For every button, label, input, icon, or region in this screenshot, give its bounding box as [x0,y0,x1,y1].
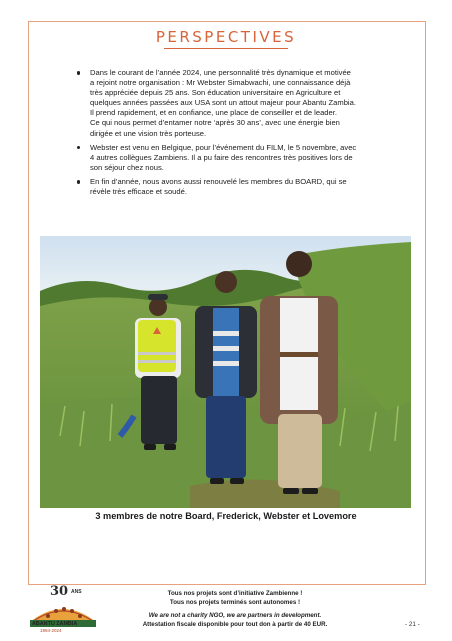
footer-line-autonomous: Tous nos projets terminés sont autonomes ! [169,599,301,606]
page-number: - 21 - [405,621,420,628]
footer-line-partners: We are not a charity NGO, we are partners in development. [148,612,322,619]
bullet-line: 4 autres collègues Zambiens. Il a pu faire des rencontres très positives lors de [90,152,353,162]
page-title: PERSPECTIVES [155,28,297,46]
bullet-line: quelques années passées aux USA sont un attout majeur pour Abantu Zambia. [90,98,356,108]
bullet-item-new-member [77,68,407,139]
bullet-dot-icon [77,180,80,183]
field-scene [40,236,411,508]
bullet-line: Webster est venu en Belgique, pour l’événement du FILM, le 5 novembre, avec [90,142,357,152]
logo-ans: ANS [71,589,82,595]
bullet-line: En fin d’année, nous avons aussi renouvelé les membres du BOARD, qui se [90,176,347,186]
photo-caption: 3 membres de notre Board, Frederick, Webster et Lovemore [95,511,357,521]
bullet-line: Dans le courant de l’année 2024, une personnalité très dynamique et motivée [90,68,351,77]
bullet-line: a rejoint notre organisation : Mr Webster Simabwachi, une connaissance déjà [90,78,351,88]
logo-number: 30 [50,584,69,599]
bullet-line: Ce qui nous permet d’entamer notre ‘après 30 ans’, avec une énergie bien [90,118,340,128]
bullet-line: Il prend rapidement, et en confiance, une place de conseiller et de leader. [90,108,337,118]
bullet-line: dirigée et une vision très porteuse. [90,128,207,138]
bullet-dot-icon [77,146,80,149]
bullet-item-board [77,177,407,197]
bullet-line: son séjour chez nous. [90,162,164,172]
abantu-zambia-logo [24,584,102,636]
bullet-dot-icon [77,71,80,74]
footer-notes [100,589,370,629]
bullet-line: très appréciée depuis 25 ans. Son éducation universitaire en Agriculture et [90,88,341,98]
footer-line-tax-certificate: Attestation fiscale disponible pour tout don à partir de 40 EUR. [142,621,328,628]
board-members-photo [40,236,411,508]
bullet-line: révèle très efficace et soudé. [90,187,187,197]
footer-line-zambian-initiative: Tous nos projets sont d’initiative Zambienne ! [167,590,303,597]
perspectives-list [77,68,407,201]
logo-years: 1994-2024 [40,628,62,633]
logo-name: ABANTU ZAMBIA [32,621,78,627]
title-underline [164,48,288,49]
bullet-item-belgium-visit [77,143,407,173]
